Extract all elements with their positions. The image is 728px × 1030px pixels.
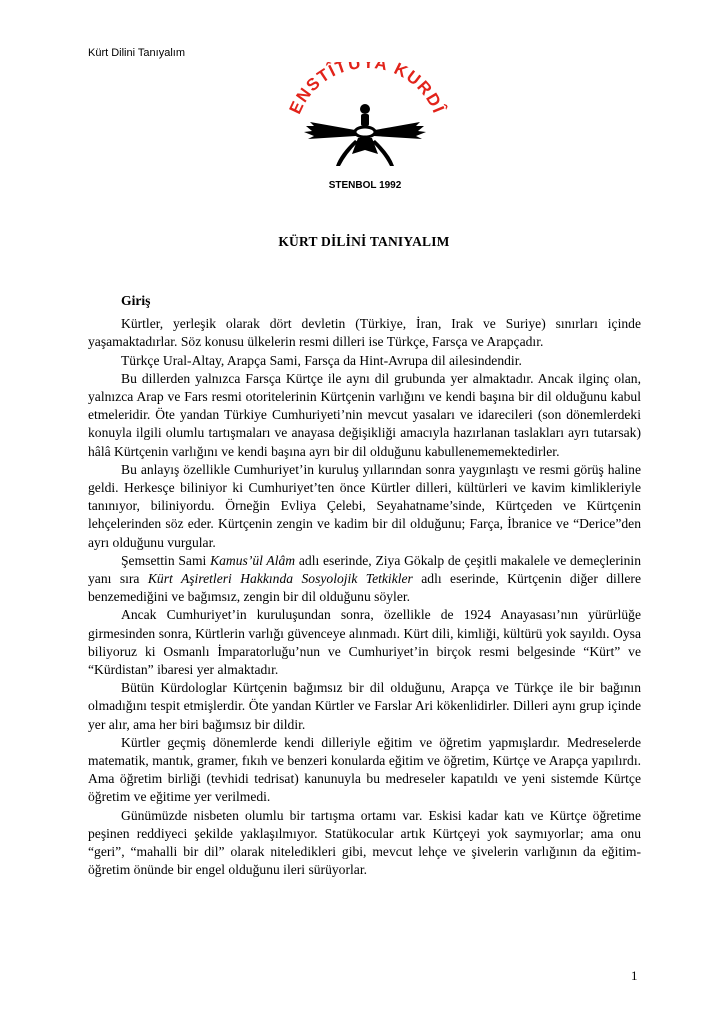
- text-run: Bu dillerden yalnızca Farsça Kürtçe ile aynı dil grubunda yer almaktadır. Ancak ilginç olan, yalnızca Arap ve Fars resmi otoritelerinin Kürtçenin varlığını ve kendi başına bir dil olduğunu kabul etmeleridir. Öte yandan Türkiye Cumhuriyeti’nin mevcut yasaları ve idarecileri (son dönemlerdeki konuyla ilgili olumlu tartışmaları ve anayasa değişikliği amacıyla hazırlanan taslakları ayrı tutarsak) hâlâ Kürtçenin varlığını ve kendi başına ayrı bir dil olduğunu kabullenememektedirler.: [88, 370, 641, 459]
- text-run: adlı eserinde, Ziya Gökalp de çeşitli makalele ve demeçlerinin yanı sıra: [88, 552, 642, 587]
- book-title: Kamus’ül Alâm: [210, 552, 296, 568]
- text-run: adlı eserinde, Kürtçenin diğer dillere benzemediğini ve bağımsız, zengin bir dil olduğunu söyler.: [88, 571, 641, 605]
- body-paragraph: [88, 315, 641, 351]
- paragraph-list: [88, 315, 641, 879]
- text-run: Ancak Cumhuriyet’in kuruluşundan sonra, özellikle de 1924 Anayasası’nın yürürlüğe girmesinden sonra, Kürtlerin varlığı güvenceye alınmadı. Kürt dili, kimliği, kültürü yok sayıldı. Oysa biliyoruz ki Osmanlı İmparatorluğu’nun ve Cumhuriyet’in birçok resmi belgesinde “Kürt” ve “Kürdistan” ibaresi yer almaktadır.: [88, 607, 641, 678]
- page-number: 1: [631, 968, 638, 983]
- book-title: Kürt Aşiretleri Hakkında Sosyolojik Tetkikler: [147, 571, 413, 587]
- logo-svg: [270, 62, 460, 202]
- body-paragraph: [88, 352, 641, 370]
- logo-arc-text: ENSTÎTUYA KURDÎ: [285, 62, 449, 117]
- document-body: [88, 292, 641, 880]
- body-paragraph: [88, 734, 641, 807]
- text-run: Bütün Kürdologlar Kürtçenin bağımsız bir dil olduğunu, Arapça ve Türkçe ile bir bağının olmadığını tespit etmişlerdir. Öte yandan Kürtler ve Farslar Ari kökenlidirler. Dilleri aynı grup içinde yer alır, ama her biri bağımsız bir dildir.: [88, 680, 641, 732]
- body-paragraph: [88, 461, 641, 552]
- text-run: Bu anlayış özellikle Cumhuriyet’in kuruluş yıllarından sonra yaygınlaştı ve resmi görüş haline geldi. Herkesçe biliniyor ki Cumhuriyet’ten önce Kürtler dilleri, kültürleri ve kavim kimlikleriyle tanınıyor, biliniyordu. Örneğin Evliya Çelebi, Seyahatname’sinde, Kürtçeden ve Kürtçenin lehçelerinden söz eder. Kürtçenin zengin ve kadim bir dil olduğunu; Farça, İbranice ve “Derice”den ayrı olduğunu vurgular.: [88, 461, 641, 550]
- institute-logo: [270, 62, 460, 202]
- text-run: Şemsettin Sami: [121, 552, 211, 568]
- section-heading: Giriş: [121, 293, 151, 308]
- document-title: KÜRT DİLİNİ TANIYALIM: [278, 234, 450, 249]
- text-run: Günümüzde nisbeten olumlu bir tartışma ortamı var. Eskisi kadar katı ve Kürtçe öğretime peşinen reddiyeci şekilde yaklaşılmıyor. Statükocular artık Kürtçeyi yok saymıyorlar; ama onu “geri”, “mahalli bir dil” olarak niteledikleri gibi, mevcut lehçe ve şivelerin varlığının da eğitim-öğretim önünde bir engel olduğunu ileri sürüyorlar.: [88, 807, 641, 878]
- body-paragraph: [88, 606, 641, 679]
- body-paragraph: [88, 807, 641, 880]
- text-run: Kürtler, yerleşik olarak dört devletin (Türkiye, İran, Irak ve Suriye) sınırları içinde yaşamaktadırlar. Söz konusu ülkelerin resmi dilleri ise Türkçe, Farsça ve Arapçadır.: [88, 316, 641, 350]
- body-paragraph: [88, 679, 641, 734]
- logo-city-year: STENBOL 1992: [328, 180, 402, 191]
- text-run: Kürtler geçmiş dönemlerde kendi dilleriyle eğitim ve öğretim yapmışlardır. Medreselerde matematik, mantık, gramer, fıkıh ve benzeri konularda eğitim ve öğretim, Kürtçe ve Arapça yapılırdı. Ama öğretim birliği (tevhidi tedrisat) kanunuyla bu medreseler kapatıldı ve yeni sistemde Kürtçe öğretim ve eğitime yer verilmedi.: [88, 734, 641, 805]
- body-paragraph: [88, 552, 641, 607]
- faravahar-emblem-icon: [304, 104, 426, 166]
- text-run: Türkçe Ural-Altay, Arapça Sami, Farsça da Hint-Avrupa dil ailesindendir.: [121, 352, 522, 368]
- running-header: Kürt Dilini Tanıyalım: [88, 47, 185, 59]
- body-paragraph: [88, 370, 641, 461]
